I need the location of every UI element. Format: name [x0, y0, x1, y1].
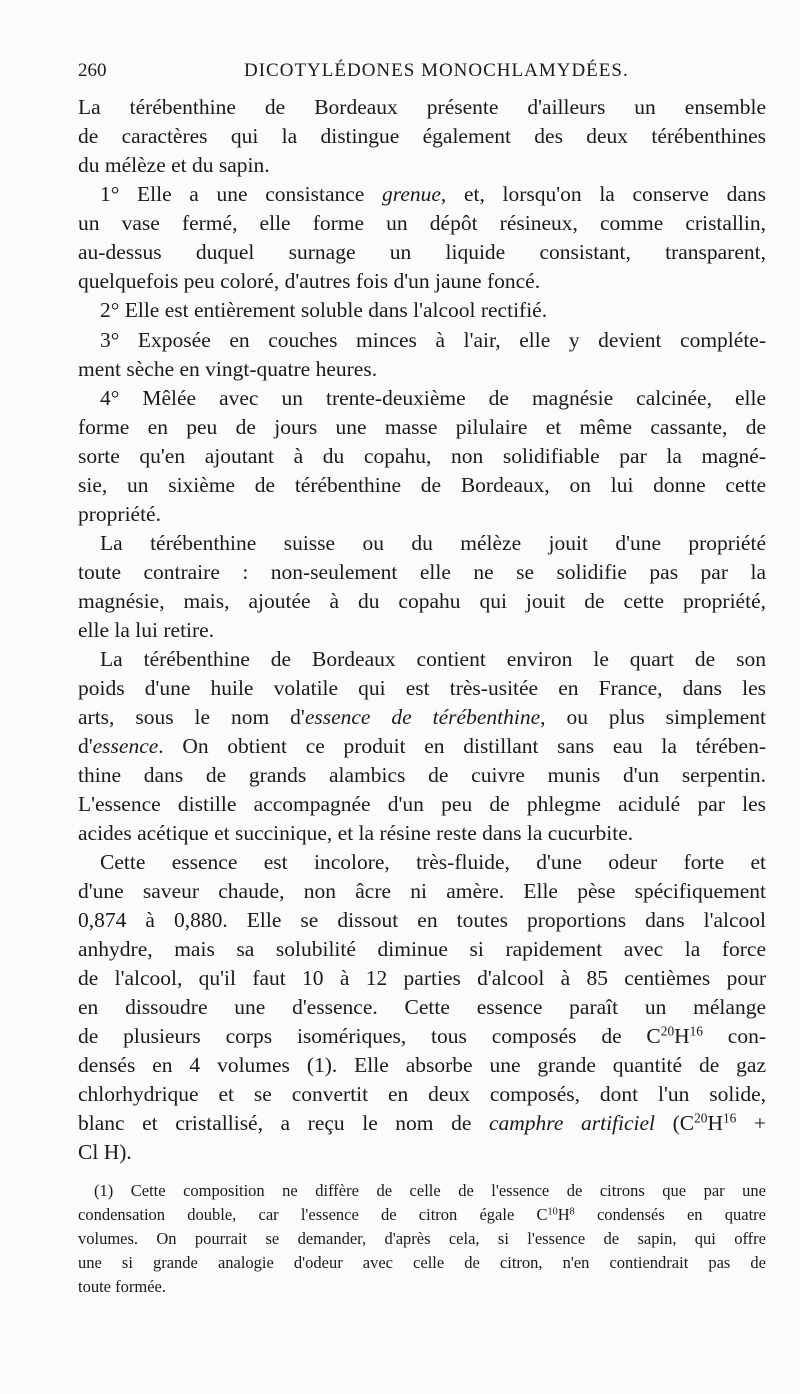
text-line: acides acétique et succinique, et la résine reste dans la cucurbite. — [78, 821, 634, 845]
text-line: 2° Elle est entièrement soluble dans l'alcool rectifié. — [100, 298, 548, 322]
text-line — [78, 736, 766, 758]
text-line: elle la lui retire. — [78, 618, 215, 642]
emphasis: camphre artificiel — [488, 1111, 656, 1135]
text-run: condensés en quatre — [574, 1205, 766, 1224]
text-run: H — [707, 1111, 723, 1135]
text-run: H — [557, 1205, 570, 1224]
text-line: Cette essence est incolore, très-fluide, d'une odeur forte et — [100, 850, 766, 874]
text-line: La térébenthine de Bordeaux présente d'ailleurs un ensemble — [78, 95, 766, 119]
superscript: 16 — [689, 1023, 703, 1039]
text-line: ment sèche en vingt-quatre heures. — [78, 357, 378, 381]
text-line: thine dans de grands alambics de cuivre munis d'un serpentin. — [78, 763, 766, 787]
text-line: de l'alcool, qu'il faut 10 à 12 parties d'alcool à 85 centièmes pour — [78, 966, 766, 990]
text-line: sie, un sixième de térébenthine de Bordeaux, on lui donne cette — [78, 473, 766, 497]
text-line: L'essence distille accompagnée d'un peu de phlegme acidulé par les — [78, 792, 766, 816]
text-line: La térébenthine de Bordeaux contient environ le quart de son — [100, 647, 766, 671]
text-line: du mélèze et du sapin. — [78, 153, 270, 177]
text-run: (C — [672, 1111, 695, 1135]
superscript: 20 — [694, 1110, 708, 1126]
text-run: H — [674, 1024, 690, 1048]
text-line — [100, 184, 766, 206]
running-head: DICOTYLÉDONES MONOCHLAMYDÉES. — [244, 60, 629, 81]
text-line: densés en 4 volumes (1). Elle absorbe une grande quantité de gaz — [78, 1053, 766, 1077]
text-line: La térébenthine suisse ou du mélèze jouit d'une propriété — [100, 531, 766, 555]
text-line: anhydre, mais sa solubilité diminue si rapidement avec la force — [78, 937, 766, 961]
text-line: de caractères qui la distingue également des deux térébenthines — [78, 124, 766, 148]
emphasis: essence de térébenthine — [304, 705, 541, 729]
text-line: Cl H). — [78, 1140, 132, 1164]
page-number: 260 — [78, 60, 107, 81]
text-run: 1° Elle a une consistance — [100, 182, 365, 206]
text-line: forme en peu de jours une masse pilulaire et même cassante, de — [78, 415, 766, 439]
text-run: d' — [78, 734, 93, 758]
text-run: blanc et cristallisé, a reçu le nom de — [78, 1111, 472, 1135]
emphasis: grenue — [382, 182, 441, 206]
text-line — [78, 707, 766, 729]
text-line: un vase fermé, elle forme un dépôt résineux, comme cristallin, — [78, 211, 766, 235]
text-line: magnésie, mais, ajoutée à du copahu qui jouit de cette propriété, — [78, 589, 766, 613]
text-run: , ou plus simplement — [540, 705, 767, 729]
text-run: con- — [727, 1024, 766, 1048]
text-run: de plusieurs corps isomériques, tous composés de C — [78, 1024, 661, 1048]
footnote-line: toute formée. — [78, 1277, 166, 1296]
text-run: , et, lorsqu'on la conserve dans — [440, 182, 766, 206]
page-header — [78, 60, 766, 86]
text-line: chlorhydrique et se convertit en deux composés, dont l'un solide, — [78, 1082, 766, 1106]
text-line: d'une saveur chaude, non âcre ni amère. Elle pèse spécifiquement — [78, 879, 766, 903]
superscript: 16 — [722, 1110, 737, 1126]
text-line: 3° Exposée en couches minces à l'air, elle y devient compléte- — [100, 328, 766, 352]
text-line — [78, 1023, 766, 1048]
text-line: 0,874 à 0,880. Elle se dissout en toutes proportions dans l'alcool — [78, 908, 766, 932]
emphasis: essence — [92, 734, 159, 758]
text-run: arts, sous le nom d' — [78, 705, 305, 729]
text-line: en dissoudre une d'essence. Cette essence paraît un mélange — [78, 995, 766, 1019]
footnote-line: volumes. On pourrait se demander, d'après cela, si l'essence de sapin, qui offre — [78, 1229, 766, 1248]
text-run: condensation double, car l'essence de citron égale C — [78, 1205, 548, 1224]
text-line: 4° Mêlée avec un trente-deuxième de magnésie calcinée, elle — [100, 386, 766, 410]
text-line: sorte qu'en ajoutant à du copahu, non solidifiable par la magné- — [78, 444, 766, 468]
text-line — [78, 1110, 767, 1135]
text-run: . On obtient ce produit en distillant sans eau la térében- — [158, 734, 766, 758]
text-run: + — [753, 1111, 767, 1135]
text-line: quelquefois peu coloré, d'autres fois d'un jaune foncé. — [78, 269, 541, 293]
superscript: 20 — [660, 1023, 675, 1039]
text-line: toute contraire : non-seulement elle ne se solidifie pas par la — [78, 560, 766, 584]
footnote-line: (1) Cette composition ne diffère de celle de l'essence de citrons que par une — [94, 1181, 766, 1200]
superscript: 8 — [569, 1206, 575, 1218]
text-line: au-dessus duquel surnage un liquide consistant, transparent, — [78, 240, 766, 264]
footnote-line: une si grande analogie d'odeur avec celle de citron, n'en contiendrait pas de — [78, 1253, 766, 1272]
text-line: poids d'une huile volatile qui est très-usitée en France, dans les — [78, 676, 766, 700]
footnote-line — [78, 1207, 766, 1224]
superscript: 10 — [547, 1206, 558, 1218]
text-line: propriété. — [78, 502, 161, 526]
